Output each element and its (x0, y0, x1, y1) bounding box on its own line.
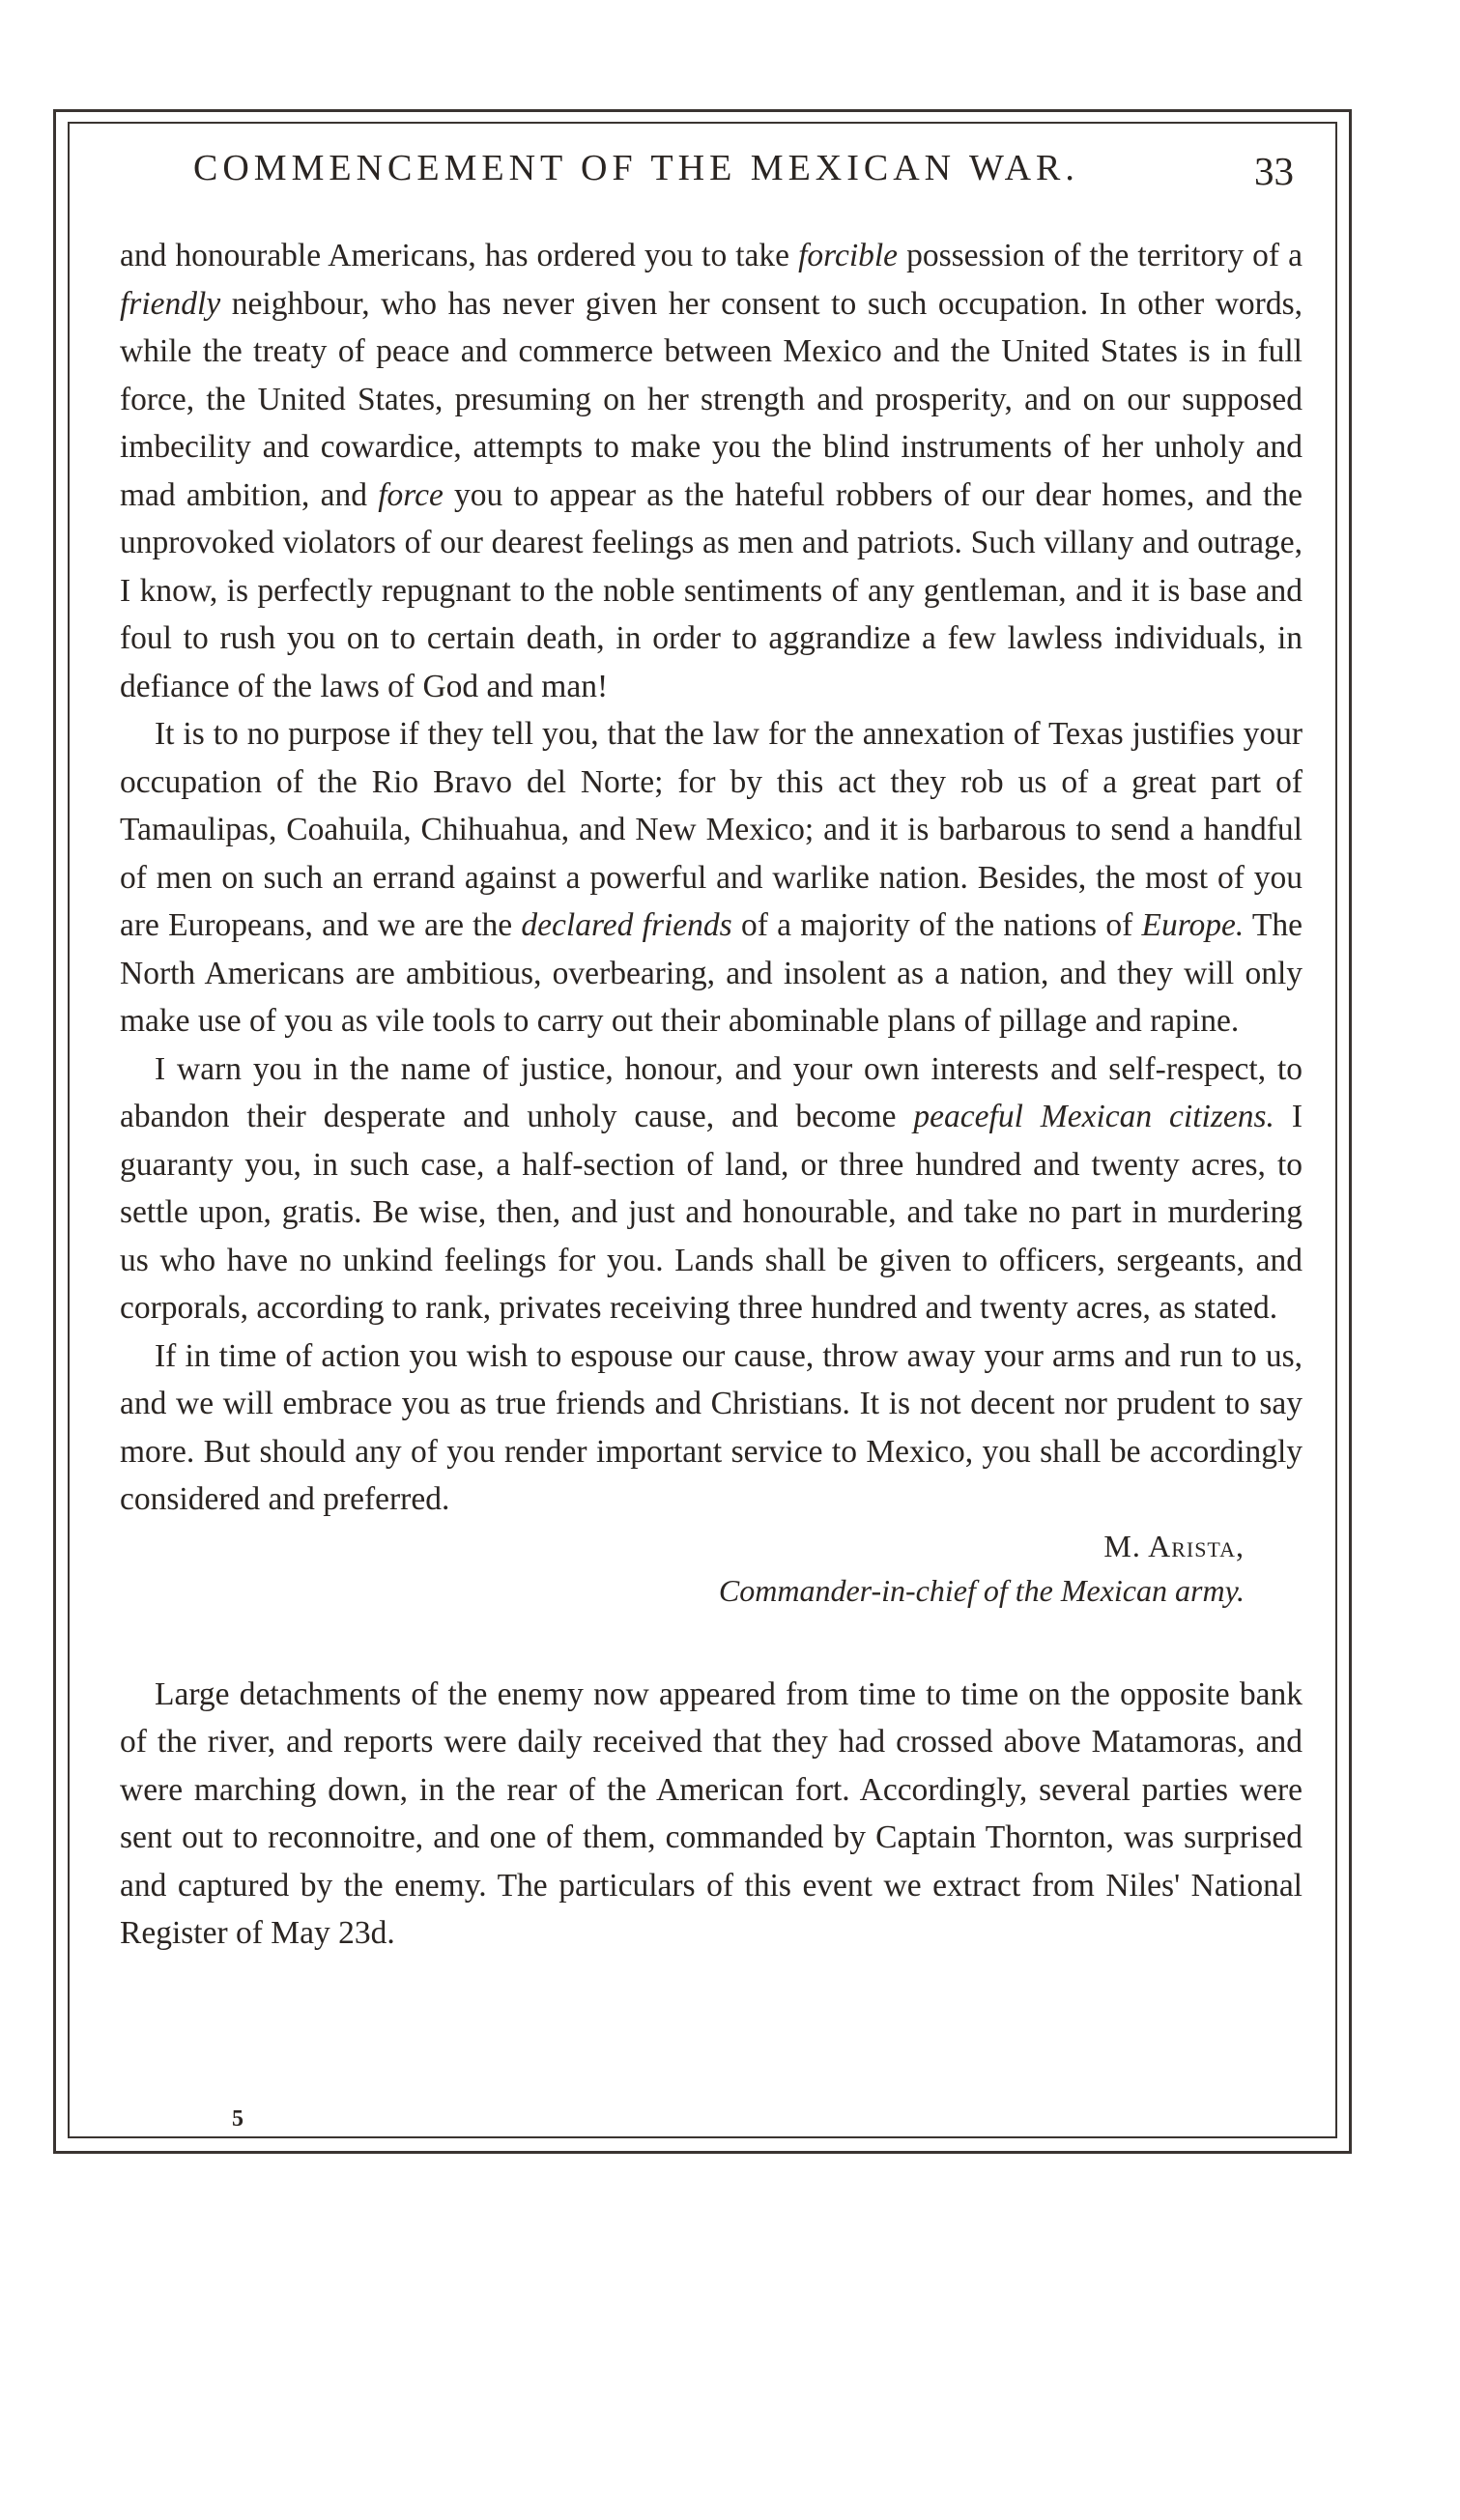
italic-run: forcible (798, 238, 899, 273)
signature-title: Commander-in-chief of the Mexican army. (718, 1572, 1245, 1608)
page-number: 33 (1254, 149, 1294, 193)
paragraph-5: Large detachments of the enemy now appeared from time to time on the opposite bank of the river, and reports were daily received that they had crossed above Matamoras, and were marching down, in the rear of the American fort. Accordingly, several parties were sent out to reconnoitre, and one of them, commanded by Captain Thornton, was surprised and captured by the enemy. The particulars of this event we extract from Niles' National Register of May 23d. (120, 1675, 1303, 1951)
paragraph-4: If in time of action you wish to espouse our cause, throw away your arms and run to us, and we will embrace you as true friends and Christians. It is not decent nor prudent to say more. But should any of you render important service to Mexico, you shall be accordingly considered and preferred. (120, 1337, 1303, 1517)
text-run: of a majority of the nations of (731, 907, 1142, 943)
body-text (120, 232, 1303, 1958)
italic-run: Europe. (1141, 907, 1245, 943)
italic-run: peaceful Mexican citizens. (913, 1099, 1274, 1134)
signature-name: M. Arista, (1103, 1528, 1245, 1563)
section-gap (120, 1613, 1303, 1671)
text-run: you to appear as the hateful robbers of our dear homes, and the unprovoked violators of our dearest feelings as men and patriots. Such villany and outrage, I know, is perfectly repugnant to the noble sentiments of any gentleman, and it is base and foul to rush you on to certain death, in order to aggrandize a few lawless individuals, in defiance of the laws of God and man! (120, 476, 1303, 704)
text-run: neighbour, who has never given her consent to such occupation. In other words, while the treaty of peace and commerce between Mexico and the United States is in full force, the United States, presuming on her strength and prosperity, and on our supposed imbecility and cowardice, attempts to make you the blind instruments of her unholy and mad ambition, and (120, 285, 1303, 513)
text-run: The North Americans are ambitious, overbearing, and insolent as a nation, and they will only make use of you as vile tools to carry out their abominable plans of pillage and rapine. (120, 907, 1303, 1039)
italic-run: force (378, 476, 444, 513)
text-run: It is to no purpose if they tell you, that the law for the annexation of Texas justifies your occupation of the Rio Bravo del Norte; for by this act they rob us of a great part of Tamaulipas, Coahuila, Chihuahua, and New Mexico; and it is barbarous to send a handful of men on such an errand against a powerful and warlike nation. Besides, the most of you are Europeans, and we are the (120, 716, 1303, 943)
text-run: I warn you in the name of justice, honour, and your own interests and self-respect, to abandon their desperate and unholy cause, and become (120, 1050, 1303, 1134)
italic-run: declared friends (521, 907, 732, 943)
paragraph-2 (120, 710, 1303, 1045)
paragraph-3 (120, 1045, 1303, 1332)
text-run: possession of the territory of a (898, 238, 1303, 273)
paragraph-1 (120, 232, 1303, 710)
signature-mark: 5 (232, 2106, 243, 2132)
text-run: I guaranty you, in such case, a half-section of land, or three hundred and twenty acres, to settle upon, gratis. Be wise, then, and just and honourable, and take no part in murdering us who have no unkind feelings for you. Lands shall be given to officers, sergeants, and corporals, according to rank, privates receiving three hundred and twenty acres, as stated. (120, 1099, 1303, 1326)
running-title: COMMENCEMENT OF THE MEXICAN WAR. (193, 148, 1079, 188)
signature-block (120, 1524, 1303, 1613)
text-run: and honourable Americans, has ordered you to take (120, 238, 799, 273)
italic-run: friendly (120, 285, 221, 322)
